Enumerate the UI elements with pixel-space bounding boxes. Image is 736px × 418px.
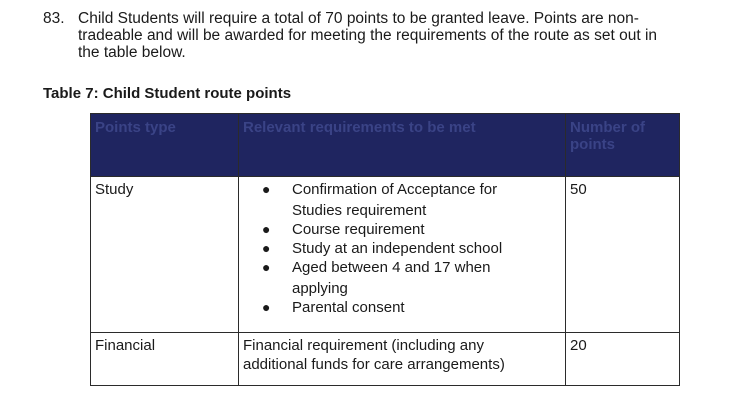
paragraph-text xyxy=(78,10,703,61)
cell-points-type: Study xyxy=(91,177,239,333)
requirement-line: Confirmation of Acceptance for xyxy=(292,181,498,198)
bullet-icon: ● xyxy=(262,240,271,256)
cell-points: 20 xyxy=(566,333,680,386)
cell-requirements xyxy=(239,333,566,386)
requirement-line: additional funds for care arrangements) xyxy=(243,356,505,373)
requirement-item xyxy=(243,259,561,297)
requirement-line: applying xyxy=(292,280,348,297)
paragraph-line: tradeable and will be awarded for meeting the requirements of the route as set out in xyxy=(78,27,658,44)
requirement-item xyxy=(243,299,561,316)
header-requirements: Relevant requirements to be met xyxy=(239,114,566,177)
header-number-line: points xyxy=(570,136,615,153)
route-points-table xyxy=(90,113,680,386)
requirement-line: Parental consent xyxy=(292,299,405,316)
cell-points-type: Financial xyxy=(91,333,239,386)
requirement-line: Aged between 4 and 17 when xyxy=(292,259,491,276)
requirement-line: Course requirement xyxy=(292,221,425,238)
requirement-item xyxy=(243,240,561,257)
header-number-line: Number of xyxy=(570,119,645,136)
paragraph-line: Child Students will require a total of 70 points to be granted leave. Points are non- xyxy=(78,10,639,27)
cell-requirements xyxy=(239,177,566,333)
table-row-study xyxy=(91,177,680,333)
header-points-type: Points type xyxy=(91,114,239,177)
paragraph-number: 83. xyxy=(43,10,65,27)
paragraph-line: the table below. xyxy=(78,44,186,61)
requirement-line: Studies requirement xyxy=(292,202,427,219)
requirement-line: Study at an independent school xyxy=(292,240,503,257)
bullet-icon: ● xyxy=(262,259,271,275)
paragraph-83 xyxy=(43,10,703,61)
bullet-icon: ● xyxy=(262,181,271,197)
bullet-icon: ● xyxy=(262,221,271,237)
table-row-financial xyxy=(91,333,680,386)
requirement-item xyxy=(243,181,561,219)
cell-points: 50 xyxy=(566,177,680,333)
requirement-item xyxy=(243,221,561,238)
table-caption: Table 7: Child Student route points xyxy=(43,85,292,102)
table-header-row xyxy=(91,114,680,177)
header-number-of-points xyxy=(566,114,680,177)
bullet-icon: ● xyxy=(262,299,271,315)
requirements-list xyxy=(243,181,561,316)
requirement-line: Financial requirement (including any xyxy=(243,337,484,354)
